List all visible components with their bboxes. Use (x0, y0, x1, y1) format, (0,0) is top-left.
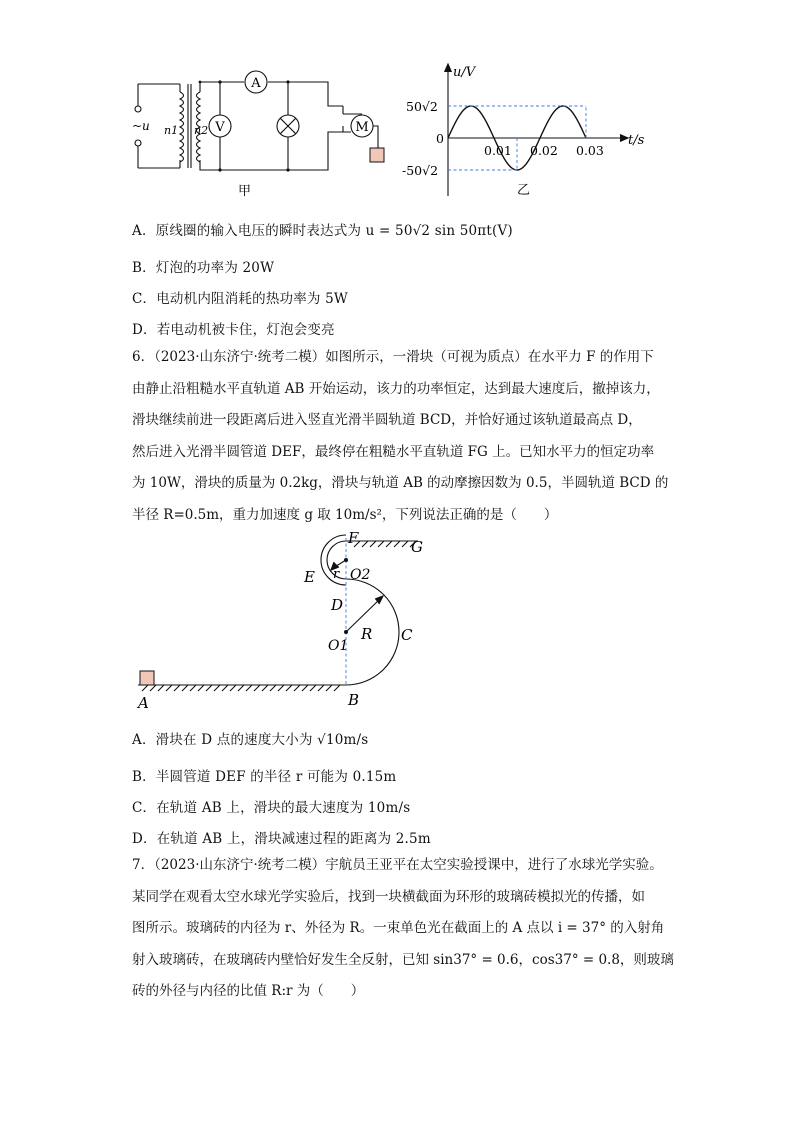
q6-option-b: B．半圆管道 DEF 的半径 r 可能为 0.15m (132, 769, 397, 785)
q7-line-1: 7．（2023·山东济宁·统考二模）宇航员王亚平在太空实验授课中，进行了水球光学实验。 (132, 857, 663, 873)
q7-line-5: 砖的外径与内径的比值 R:r 为（ ） (132, 983, 365, 1000)
caption-yi: 乙 (517, 183, 531, 198)
y-min-label: -50√2 (402, 163, 439, 178)
label-r: r (333, 567, 340, 582)
label-C: C (401, 626, 413, 644)
label-O2: O2 (350, 567, 371, 583)
x-tick-label: 0.03 (576, 143, 604, 158)
q5-option-c: C．电动机内阻消耗的热功率为 5W (132, 291, 348, 307)
q5-option-b: B．灯泡的功率为 20W (132, 260, 275, 276)
q6-option-a: A．滑块在 D 点的速度大小为 √10m/s (132, 732, 369, 748)
n1-label: n1 (164, 124, 179, 137)
circuit-diagram-jia (128, 62, 400, 200)
track-diagram (128, 530, 438, 714)
label-D: D (331, 596, 344, 614)
q5-option-a: A．原线圈的输入电压的瞬时表达式为 u = 50√2 sin 50πt(V) (132, 223, 513, 239)
voltage-waveform-chart (400, 58, 650, 200)
q6-stem (132, 342, 669, 532)
n2-label: n2 (194, 124, 209, 137)
q7-line-3: 图所示。玻璃砖的内径为 r、外径为 R。一束单色光在截面上的 A 点以 i = 37° 的入射角 (132, 920, 665, 937)
x-axis-label: t/s (628, 133, 645, 148)
q6-line-1: 6．（2023·山东济宁·统考二模）如图所示，一滑块（可视为质点）在水平力 F 的作用下 (132, 349, 654, 365)
label-E: E (304, 568, 315, 586)
source-label: ~u (132, 119, 150, 133)
caption-jia: 甲 (238, 184, 252, 199)
q7-stem (132, 850, 674, 1008)
q6-line-2: 由静止沿粗糙水平直轨道 AB 开始运动，该力的功率恒定，达到最大速度后，撤掉该力， (132, 380, 660, 397)
motor-label: M (355, 120, 369, 135)
label-O1: O1 (328, 638, 349, 654)
voltmeter-label: V (215, 120, 225, 135)
label-F: F (348, 530, 359, 547)
label-G: G (411, 538, 423, 556)
q6-line-5: 为 10W，滑块的质量为 0.2kg，滑块与轨道 AB 的动摩擦因数为 0.5，半圆轨道 BCD 的 (132, 475, 669, 492)
q7-line-2: 某同学在观看太空水球光学实验后，找到一块横截面为环形的玻璃砖模拟光的传播，如 (132, 888, 645, 905)
y-max-label: 50√2 (406, 99, 438, 114)
q6-option-c: C．在轨道 AB 上，滑块的最大速度为 10m/s (132, 800, 411, 816)
q5-option-d: D．若电动机被卡住，灯泡会变亮 (132, 322, 335, 338)
y-axis-label: u/V (453, 65, 476, 80)
label-A: A (138, 694, 149, 712)
origin-label: 0 (436, 131, 444, 146)
ammeter-label: A (251, 76, 261, 91)
q6-line-6: 半径 R=0.5m，重力加速度 g 取 10m/s²，下列说法正确的是（ ） (132, 506, 558, 523)
q6-line-3: 滑块继续前进一段距离后进入竖直光滑半圆轨道 BCD，并恰好通过该轨道最高点 D， (132, 412, 642, 429)
q6-line-4: 然后进入光滑半圆管道 DEF，最终停在粗糙水平直轨道 FG 上。已知水平力的恒定功率 (132, 443, 655, 460)
q6-option-d: D．在轨道 AB 上，滑块减速过程的距离为 2.5m (132, 831, 431, 847)
label-B: B (348, 691, 360, 709)
x-tick-label: 0.02 (530, 143, 558, 158)
x-tick-label: 0.01 (484, 143, 512, 158)
q7-line-4: 射入玻璃砖，在玻璃砖内壁恰好发生全反射，已知 sin37° = 0.6，cos37° = 0.8，则玻璃 (132, 951, 674, 968)
label-R: R (361, 625, 373, 643)
